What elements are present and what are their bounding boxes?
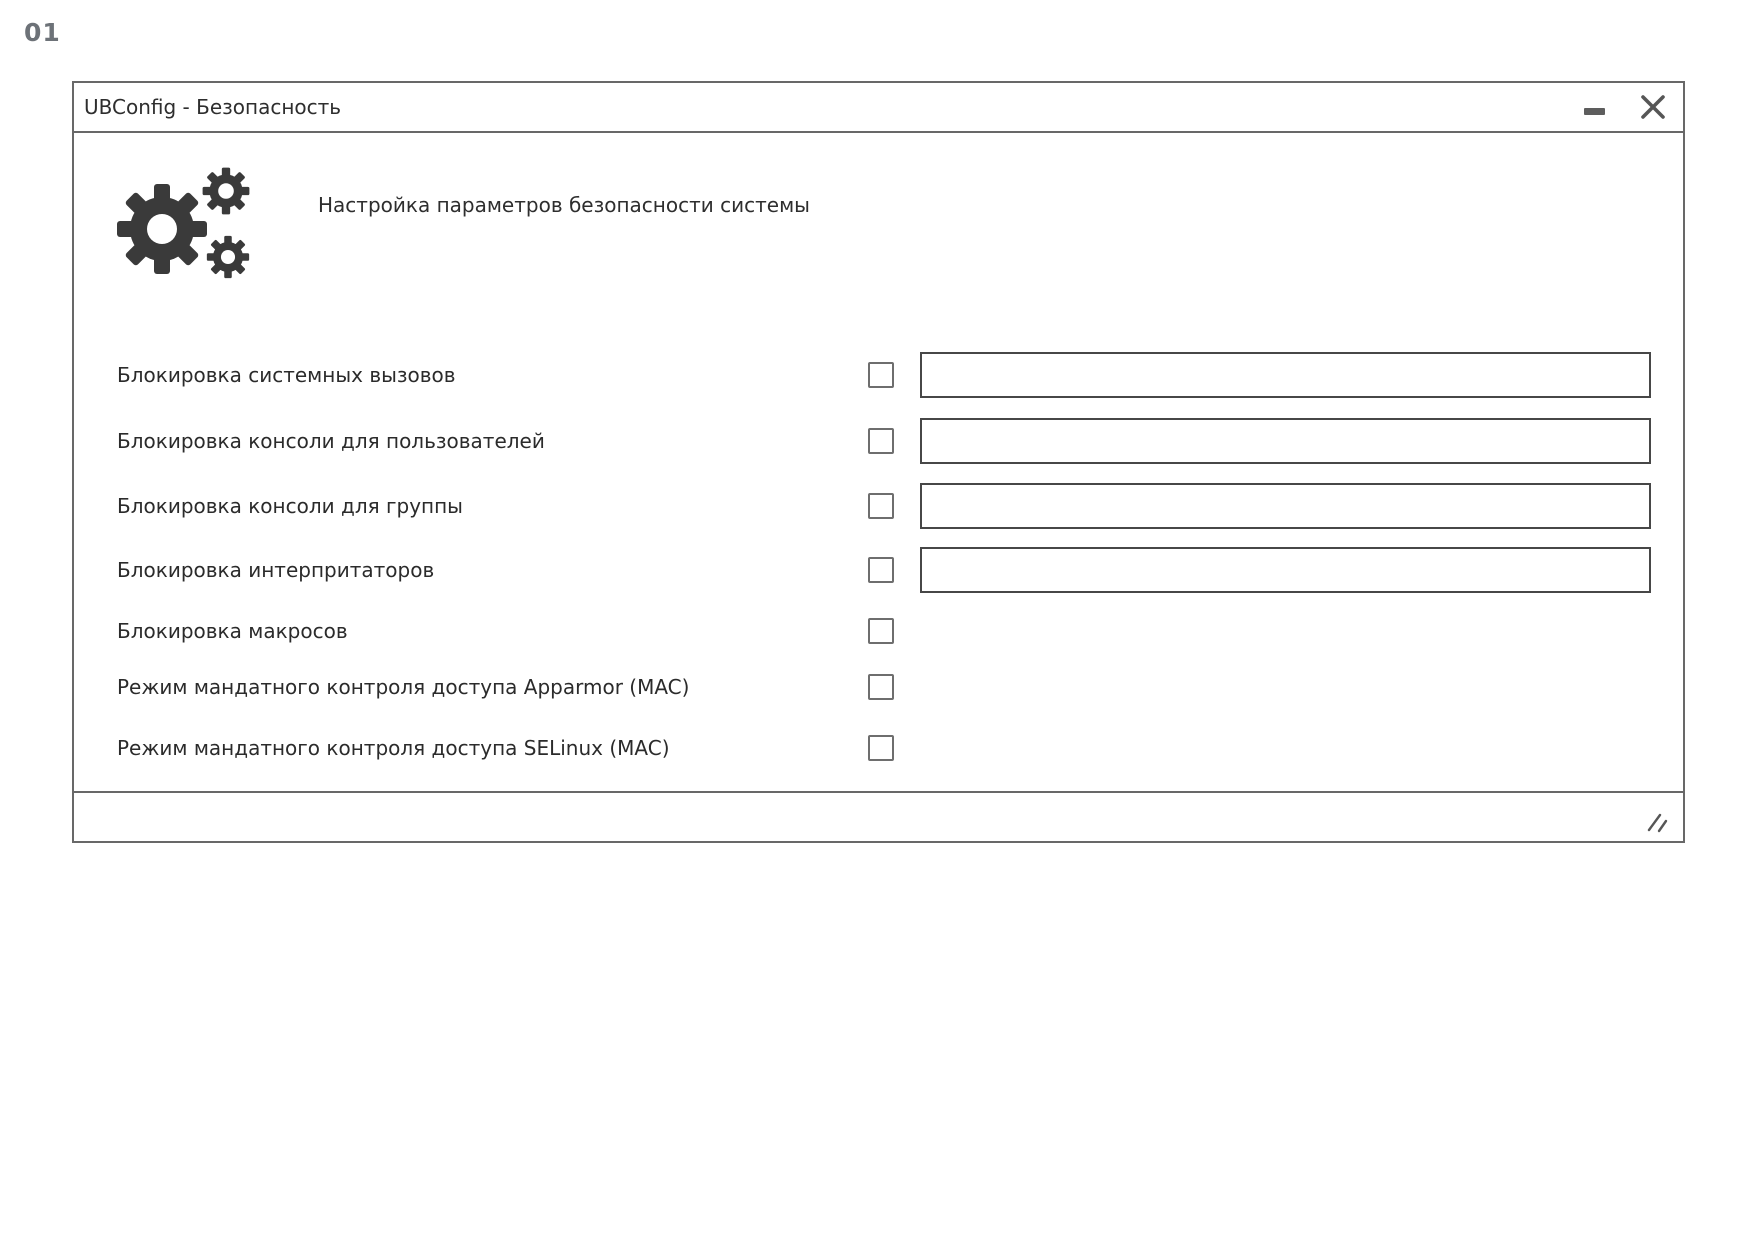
checkbox[interactable] [868,618,894,644]
text-input[interactable] [920,352,1651,398]
settings-row [117,483,1651,529]
close-button[interactable] [1639,93,1667,121]
settings-row [117,664,1651,710]
window-title: UBConfig - Безопасность [84,95,342,119]
window-content [74,133,1683,791]
checkbox[interactable] [868,735,894,761]
row-label: Режим мандатного контроля доступа SELinux (MAC) [117,736,670,760]
gears-icon [110,161,266,283]
header-description: Настройка параметров безопасности системы [318,193,810,217]
settings-row [117,725,1651,771]
checkbox[interactable] [868,557,894,583]
checkbox[interactable] [868,428,894,454]
resize-grip-icon[interactable] [1647,813,1669,833]
settings-row [117,608,1651,654]
app-window [72,81,1685,843]
text-input[interactable] [920,418,1651,464]
row-label: Режим мандатного контроля доступа Apparmor (MAC) [117,675,690,699]
settings-row [117,352,1651,398]
statusbar [74,791,1683,841]
minimize-icon [1584,108,1605,115]
titlebar-controls [1584,93,1667,121]
row-label: Блокировка макросов [117,619,348,643]
titlebar[interactable] [74,83,1683,133]
checkbox[interactable] [868,674,894,700]
page-number: 01 [24,18,61,47]
row-label: Блокировка консоли для группы [117,494,463,518]
row-label: Блокировка консоли для пользователей [117,429,545,453]
text-input[interactable] [920,483,1651,529]
checkbox[interactable] [868,493,894,519]
checkbox[interactable] [868,362,894,388]
text-input[interactable] [920,547,1651,593]
minimize-button[interactable] [1584,100,1605,115]
settings-row [117,418,1651,464]
row-label: Блокировка системных вызовов [117,363,456,387]
settings-row [117,547,1651,593]
row-label: Блокировка интерпритаторов [117,558,435,582]
close-icon [1639,93,1667,121]
